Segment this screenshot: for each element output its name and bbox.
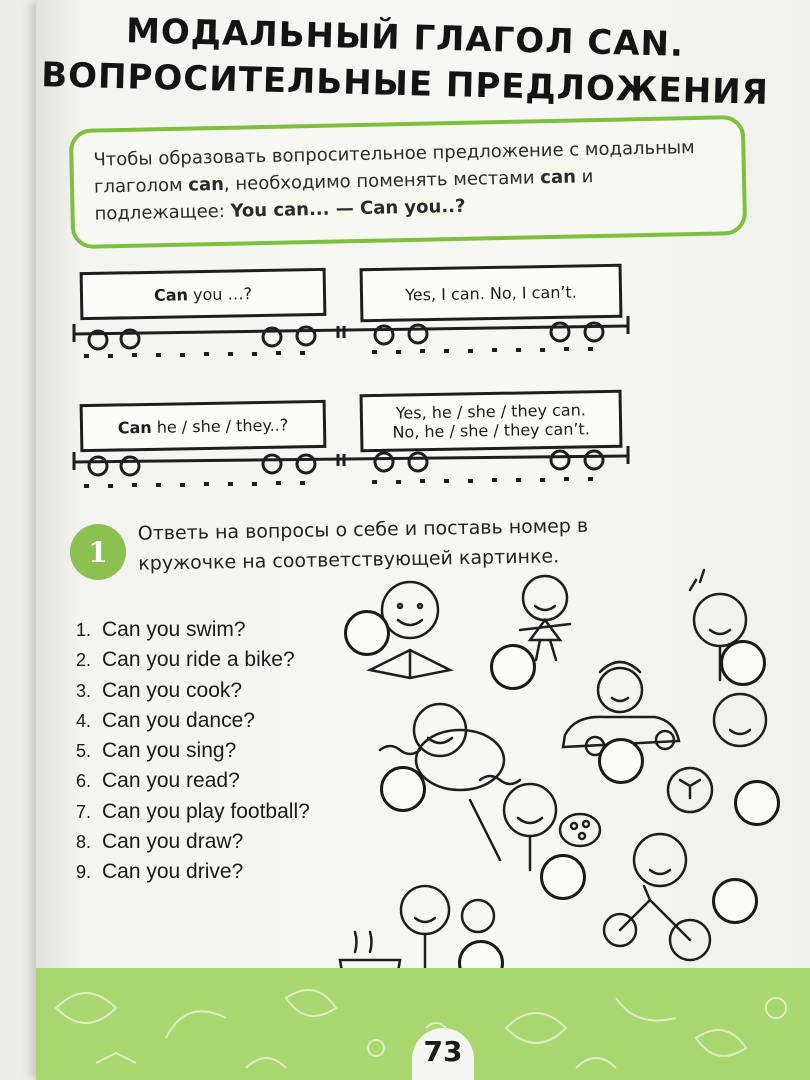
task-number-badge: 1 xyxy=(70,524,126,580)
question-list xyxy=(76,618,310,891)
answer-circle-singing[interactable] xyxy=(720,640,766,686)
question-number: 4. xyxy=(76,710,92,731)
rule-can-1: can xyxy=(188,173,225,196)
answer-circle-driving[interactable] xyxy=(598,738,644,784)
page-title-line1: МОДАЛЬНЫЙ ГЛАГОЛ CAN. xyxy=(125,11,685,65)
question-text: Can you read? xyxy=(102,769,240,793)
question-text: Can you swim? xyxy=(102,618,246,641)
question-text: Can you draw? xyxy=(102,830,244,854)
list-item xyxy=(76,679,310,709)
rule-example: You can... — Can you..? xyxy=(230,195,466,222)
answer-circle-swimming[interactable] xyxy=(380,766,426,812)
train-2-can: Can xyxy=(117,417,152,437)
list-item xyxy=(76,830,310,860)
dancing-girl-icon xyxy=(520,576,570,660)
question-number: 8. xyxy=(76,832,92,853)
train-2-wheels xyxy=(72,390,632,500)
question-number: 2. xyxy=(76,650,92,671)
train-1-answer: Yes, I can. No, I can’t. xyxy=(405,282,577,304)
task-instruction: Ответь на вопросы о себе и поставь номер в кружочке на соответствующей картинке. xyxy=(137,514,589,575)
cycling-kid-icon xyxy=(604,834,710,960)
answer-circle-football[interactable] xyxy=(734,780,780,826)
list-item xyxy=(76,739,310,769)
rule-text-part3: и подлежащее: xyxy=(94,166,594,225)
question-text: Can you drive? xyxy=(102,860,244,884)
rule-text-part2: , необходимо поменять местами xyxy=(223,167,541,195)
question-text: Can you play football? xyxy=(102,799,310,823)
train-2-question: he / she / they..? xyxy=(151,415,289,437)
rule-text xyxy=(93,133,725,227)
list-item xyxy=(76,860,310,890)
train-1-wheels xyxy=(72,262,632,372)
question-text: Can you cook? xyxy=(102,678,243,702)
question-text: Can you sing? xyxy=(102,739,237,763)
train-1-question: you …? xyxy=(187,283,253,304)
rule-text-part1: Чтобы образовать вопросительное предложение с модальным глаголом xyxy=(93,136,695,198)
question-number: 5. xyxy=(76,741,92,762)
list-item xyxy=(76,648,310,678)
answer-circle-dancing[interactable] xyxy=(490,644,536,690)
question-number: 7. xyxy=(76,801,92,822)
list-item xyxy=(76,618,310,648)
train-2 xyxy=(72,390,632,500)
page-number: 73 xyxy=(412,1028,474,1080)
page-title-line2: ВОПРОСИТЕЛЬНЫЕ ПРЕДЛОЖЕНИЯ xyxy=(40,55,770,113)
list-item xyxy=(76,800,310,830)
list-item xyxy=(76,709,310,739)
answer-circle-reading[interactable] xyxy=(344,610,390,656)
question-number: 1. xyxy=(76,620,92,640)
rule-box xyxy=(69,115,747,249)
train-1 xyxy=(72,262,632,372)
train-2-answer-no: No, he / she / they can’t. xyxy=(392,419,590,442)
question-text: Can you ride a bike? xyxy=(102,648,295,672)
question-number: 3. xyxy=(76,680,92,701)
answer-circle-drawing[interactable] xyxy=(540,854,586,900)
list-item xyxy=(76,769,310,799)
train-1-can: Can xyxy=(153,284,189,305)
question-number: 9. xyxy=(76,862,92,883)
question-text: Can you dance? xyxy=(102,708,255,732)
drawing-kid-icon xyxy=(470,784,600,870)
rule-can-2: can xyxy=(540,166,577,189)
answer-circle-cycling[interactable] xyxy=(712,878,758,924)
question-number: 6. xyxy=(76,771,92,792)
train-2-answer-yes: Yes, he / she / they can. xyxy=(395,400,587,423)
